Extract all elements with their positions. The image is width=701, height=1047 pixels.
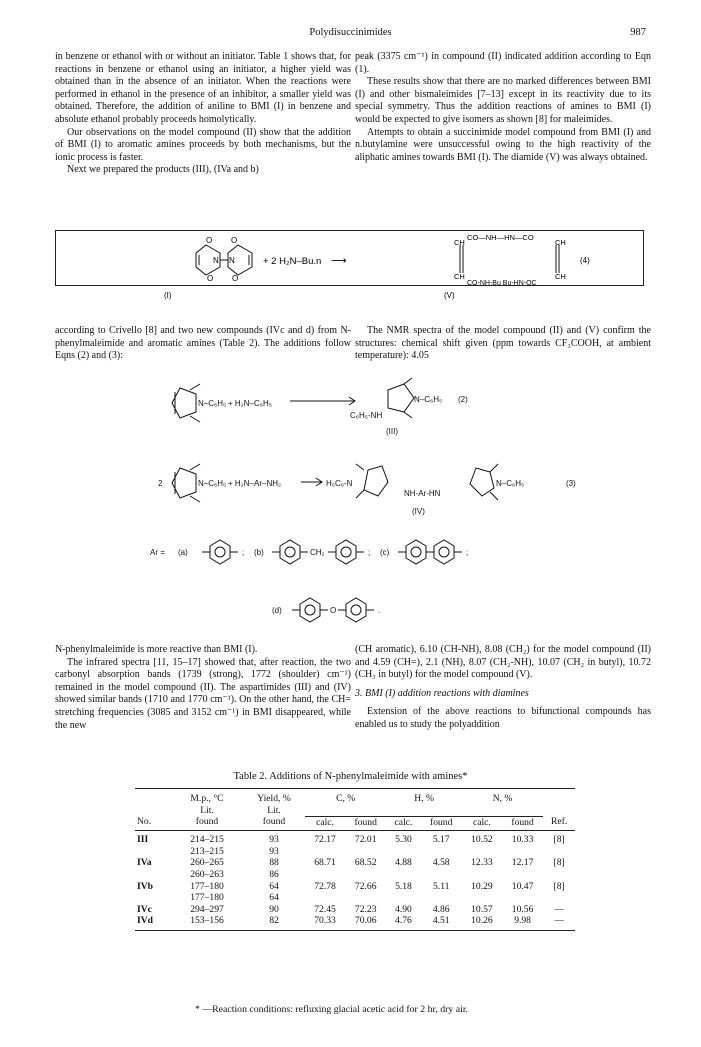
separator: ; [242,548,245,557]
benzene-ring-b [336,540,356,564]
low-left-column [55,644,351,732]
ar-d-label: (d) [272,606,282,615]
equation-4-structure [56,231,645,287]
col-n-found: found [502,816,543,831]
aromatic-circle [341,547,351,557]
label-compound-i: (I) [164,291,172,300]
eq3-left-sub: H₅C₆-N [326,479,353,488]
data-table [135,788,575,931]
page-number: 987 [630,27,646,38]
table-row: III 214–215 93 72.17 72.01 5.30 5.17 10.52 10.33 [8] [137,834,565,846]
ch2-label: CH₂ [310,548,325,557]
col-yield-found: found [243,816,305,831]
top-right-column [355,51,651,164]
eq3-bridge: NH-Ar-HN [404,489,441,498]
table-header-row [135,816,575,831]
low-right-column [355,644,651,732]
col-mp-found: found [171,816,243,831]
atom-o: O [232,274,239,283]
aromatic-circle [215,547,225,557]
col-h: H, % [386,789,462,805]
paragraph: Attempts to obtain a succinimide model compound from BMI (I) and n.butylamine were unsuccessful owing to the high reactivity of the aliphatic amines towards BMI (I). The diamide (V) was always obtained. [355,126,651,163]
carbonyl-bond [190,416,200,422]
succinimide-ring [364,466,388,496]
ether-oxygen: O [330,606,337,615]
paragraph: Our observations on the model compound (II) show that the addition of BMI (I) to aromatic amines proceeds by both mechanisms, but the ionic process is faster. [55,126,351,163]
paragraph: The NMR spectra of the model compound (II) and (V) confirm the structures: chemical shift given (ppm towards CF₃COOH, at ambient temperature): 4.05 [355,325,651,362]
carbonyl-bond [356,490,364,498]
eq2-number: (2) [458,395,468,404]
eq4-number: (4) [580,256,590,265]
eq4-reagent: + 2 H₂N–Bu.n [263,256,322,267]
table-row: 177–180 64 [190,892,279,904]
atom-n: N [213,256,219,265]
paragraph: These results show that there are no marked differences between BMI (I) and other bismaleimides [7–13] except in its reactivity due to its special symmetry. Thus the addition reactions of amines to BMI (I) would be expected to give isomers as shown [8] for maleimides. [355,76,651,125]
paragraph: peak (3375 cm⁻¹) in compound (II) indicated addition according to Eqn (1). [355,51,651,75]
n-c6h5-label: N–C₆H₅ [198,479,227,488]
mid-right-column [355,325,651,363]
benzene-ring-d [346,598,366,622]
succinimide-ring [388,384,414,412]
table-caption: Table 2. Additions of N-phenylmaleimide with amines* [233,771,468,782]
benzene-ring-d [300,598,320,622]
col-yield-lit: Lit. [267,804,281,816]
paragraph: N-phenylmaleimide is more reactive than BMI (I). [55,644,258,655]
diamide-bottom: CO-NH-Bu Bu-HN-OC [467,280,537,287]
atom-ch: CH [555,238,566,247]
paragraph: Next we prepared the products (III), (IVa and b) [67,164,259,176]
reaction-scheme [150,372,600,634]
carbonyl-bond [190,384,200,390]
col-c: C, % [305,789,386,805]
ar-c-label: (c) [380,548,390,557]
atom-o: O [231,236,238,245]
col-h-calc: calc. [386,816,420,831]
col-mp-lit: Lit. [200,804,214,816]
eq2-reagent: + H₂N–C₆H₅ [228,399,273,408]
equation-4-box [55,230,644,286]
table-header-row [135,805,575,817]
aromatic-circle [305,605,315,615]
maleimide-ring [172,388,196,418]
col-ref: Ref. [543,816,575,831]
table-row: 260–263 86 [190,869,279,881]
atom-n: N [229,256,235,265]
table-row: IVd 153–156 82 70.33 70.06 4.76 4.51 10.26 9.98 — [135,915,575,930]
equation-4-labels [0,288,701,302]
table-footnote: * —Reaction conditions: refluxing glacial acetic acid for 2 hr, dry air. [195,1004,469,1015]
carbonyl-bond [490,492,498,500]
paragraph: (CH aromatic), 6.10 (CH-NH), 8.08 (CH₂) for the model compound (II) and 4.59 (CH=), 2.1 (NH), 8.07 (CH₂-NH), 10.07 (CH₂ in butyl), 10.72 (CH₃ in butyl) for the model compound (V). [355,644,651,681]
ar-a-label: (a) [178,548,188,557]
col-yield: Yield, % [243,789,305,805]
atom-ch: CH [454,238,465,247]
carbonyl-bond [190,496,200,502]
benzene-ring-b [280,540,300,564]
table-row: IVa 260–265 88 68.71 68.52 4.88 4.58 12.33 12.17 [8] [137,857,565,869]
paragraph: according to Crivello [8] and two new compounds (IVc and d) from N-phenylmaleimide and aromatic amines (Table 2). The additions follow Eqns (2) and (3): [55,325,351,362]
maleimide-ring [172,468,196,498]
n-c6h5-label: N–C₆H₅ [198,399,227,408]
ar-prefix: Ar = [150,548,165,557]
separator: ; [368,548,371,557]
atom-ch: CH [555,272,566,281]
ar-b-label: (b) [254,548,264,557]
col-c-calc: calc. [305,816,345,831]
benzene-ring-c [406,540,426,564]
carbonyl-bond [190,464,200,470]
c6h5-n-label: N–C₆H₅ [496,479,525,488]
col-n: N, % [462,789,543,805]
atom-o: O [206,236,213,245]
col-c-found: found [345,816,386,831]
aromatic-circle [411,547,421,557]
label-compound-v: (V) [444,291,455,300]
separator: ; [466,548,469,557]
paragraph: Extension of the above reactions to bifunctional compounds has enabled us to study the polyaddition [355,706,651,730]
col-n-calc: calc. [462,816,502,831]
mid-left-column [55,325,351,363]
benzene-ring-a [210,540,230,564]
table-row: IVc 294–297 90 72.45 72.23 4.90 4.86 10.57 10.56 — [137,903,564,915]
paragraph: The infrared spectra [11, 15–17] showed that, after reaction, the two carbonyl absorption bands (1739 (strong), 1772 (shoulder) cm⁻¹) remained in the model compound (II). The aspartimides (III) and (IV) showed similar bands (1710 and 1770 cm⁻¹). On the other hand, the CH= stretching frequencies (3085 and 3152 cm⁻¹) in BMI disappeared, while the new [55,656,351,731]
carbonyl-bond [356,464,364,470]
top-left-column [55,51,351,177]
eq4-arrow: ⟶ [331,255,347,267]
eq3-number: (3) [566,479,576,488]
benzene-ring-c [434,540,454,564]
period: . [378,606,381,615]
atom-o: O [207,274,214,283]
col-mp: M.p., °C [171,789,243,805]
table-header-row [135,789,575,805]
carbonyl-bond [404,378,412,384]
paragraph: in benzene or ethanol with or without an initiator. Table 1 shows that, for reactions in benzene or ethanol using an initiator, a higher yield was obtained than in the absence of an initiator. When the reactions were performed in ethanol in the presence of an inhibitor, a smaller yield was obtained. Therefore, the addition of aniline to BMI (I) in benzene and absolute ethanol probably proceeds homolytically. [55,51,351,125]
eq3-reagent: + H₂N–Ar–NH₂ [228,479,282,488]
eq3-coefficient: 2 [158,479,163,488]
running-title: Polydisuccinimides [309,27,392,38]
aromatic-circle [285,547,295,557]
table-2 [135,788,575,931]
carbonyl-bond [404,412,412,418]
running-head [55,27,646,41]
eq2-label: (III) [386,427,398,436]
section-heading: 3. BMI (I) addition reactions with diamines [355,687,529,699]
col-h-found: found [421,816,462,831]
diamide-bridge: CO—NH—HN—CO [467,233,534,242]
atom-ch: CH [454,272,465,281]
eq2-product-sub: C₆H₅-NH [350,411,383,420]
eq3-label: (IV) [412,507,425,516]
aromatic-circle [351,605,361,615]
aromatic-circle [439,547,449,557]
table-row: 213–215 93 [190,845,279,857]
table-row: IVb 177–180 64 72.78 72.66 5.18 5.11 10.29 10.47 [8] [137,880,565,892]
carbonyl-bond [490,464,498,472]
col-no: No. [135,816,171,831]
c6h5-n-label: N–C₆H₅ [414,395,443,404]
